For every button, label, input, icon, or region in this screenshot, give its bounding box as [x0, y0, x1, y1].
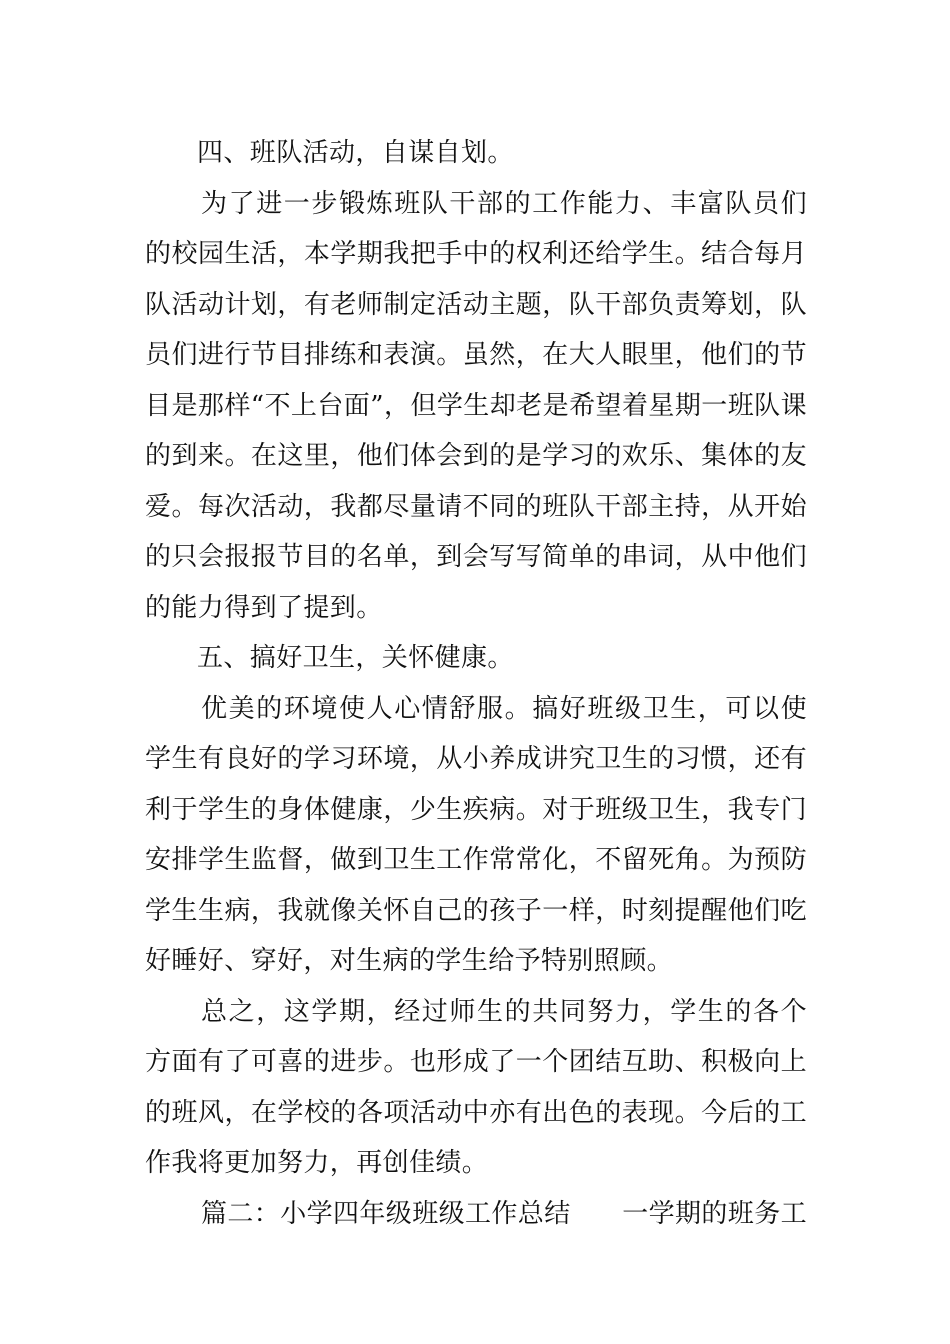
summary-paragraph: 总之，这学期，经过师生的共同努力，学生的各个方面有了可喜的进步。也形成了一个团结互助、积极向上的班风，在学校的各项活动中亦有出色的表现。今后的工作我将更加努力，再创佳绩。 [145, 996, 807, 1178]
section-5-heading: 五、搞好卫生，关怀健康。 [197, 643, 514, 673]
section-5-paragraph: 优美的环境使人心情舒服。搞好班级卫生，可以使学生有良好的学习环境，从小养成讲究卫生的习惯，还有利于学生的身体健康，少生疾病。对于班级卫生，我专门安排学生监督，做到卫生工作常常化，不留死角。为预防学生生病，我就像关怀自己的孩子一样，时刻提醒他们吃好睡好、穿好，对生病的学生给予特别照顾。 [145, 693, 807, 976]
next-article-line [145, 1189, 807, 1240]
section-4-paragraph: 为了进一步锻炼班队干部的工作能力、丰富队员们的校园生活，本学期我把手中的权利还给学生。结合每月队活动计划，有老师制定活动主题，队干部负责筹划，队员们进行节目排练和表演。虽然，在大人眼里，他们的节目是那样“不上台面”，但学生却老是希望着星期一班队课的到来。在这里，他们体会到的是学习的欢乐、集体的友爱。每次活动，我都尽量请不同的班队干部主持，从开始的只会报报节目的名单，到会写写简单的串词，从中他们的能力得到了提到。 [145, 188, 807, 623]
section-4-heading: 四、班队活动，自谋自划。 [197, 138, 514, 168]
next-article-start: 一学期的班务工 [622, 1198, 807, 1229]
document-body [145, 128, 807, 1239]
next-article-title: 篇二：小学四年级班级工作总结 [201, 1198, 571, 1229]
